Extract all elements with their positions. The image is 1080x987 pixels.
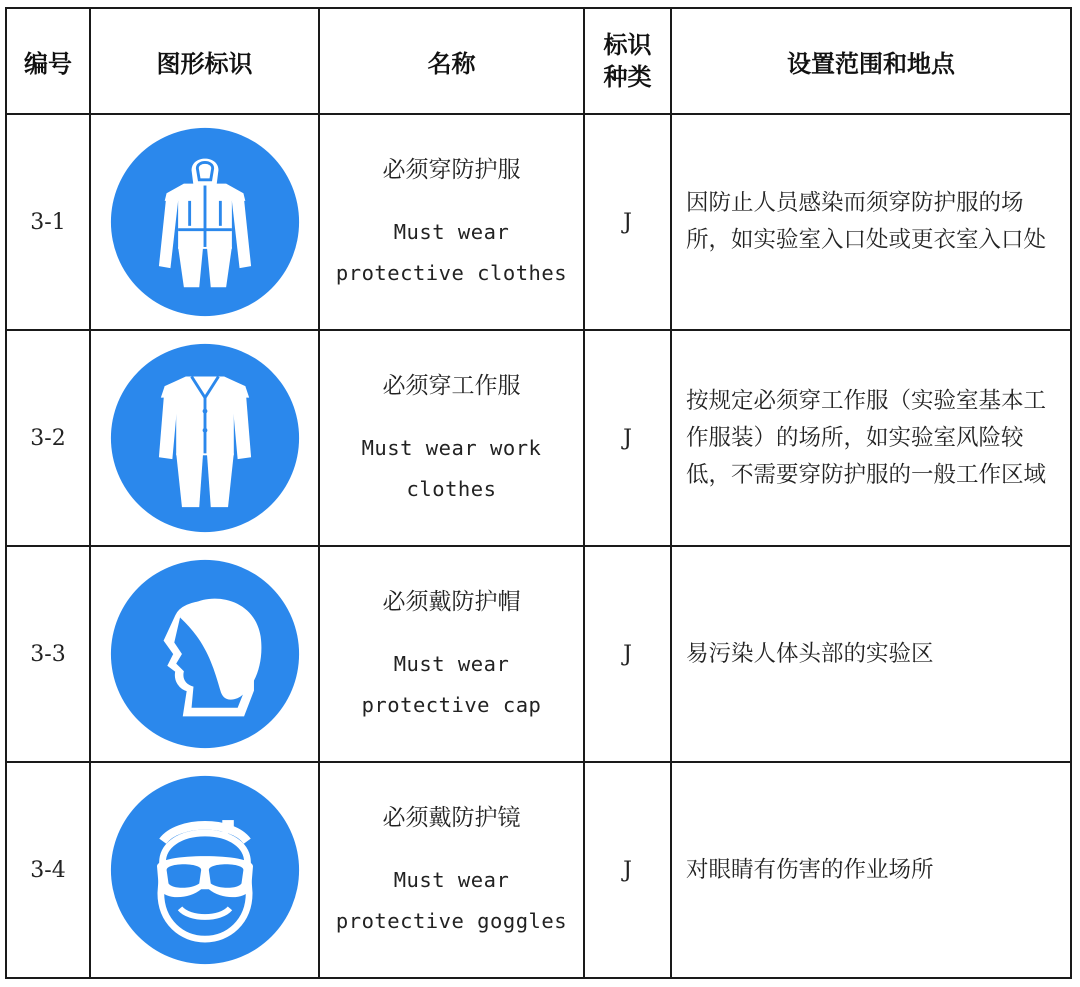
header-scope: 设置范围和地点 [671, 8, 1071, 114]
icon-cell [90, 330, 319, 546]
sign-scope: 按规定必须穿工作服（实验室基本工作服装）的场所，如实验室风险较低，不需要穿防护服的一般工作区域 [671, 330, 1071, 546]
sign-type: J [584, 762, 671, 978]
header-name: 名称 [319, 8, 584, 114]
header-type [584, 8, 671, 114]
header-type-line2: 种类 [603, 63, 652, 91]
sign-type: J [584, 114, 671, 330]
sign-name-en-line2: protective cap [361, 692, 542, 717]
sign-name-en-line1: Must wear [393, 219, 510, 244]
header-row [6, 8, 1071, 114]
icon-cell [90, 546, 319, 762]
table-row [6, 762, 1071, 978]
safety-sign-table [5, 7, 1072, 979]
row-number: 3-2 [6, 330, 90, 546]
row-number: 3-4 [6, 762, 90, 978]
sign-name-en-line1: Must wear [393, 867, 510, 892]
protective-goggles-icon [109, 774, 301, 966]
protective-cap-icon [109, 558, 301, 750]
table-row [6, 114, 1071, 330]
icon-cell [90, 114, 319, 330]
table-row [6, 330, 1071, 546]
header-icon: 图形标识 [90, 8, 319, 114]
protective-clothes-icon [109, 126, 301, 318]
sign-name-en-line1: Must wear [393, 651, 510, 676]
sign-name-en-line2: clothes [406, 476, 497, 501]
name-cell [319, 546, 584, 762]
sign-name-zh: 必须穿工作服 [382, 372, 521, 399]
work-clothes-icon [109, 342, 301, 534]
row-number: 3-3 [6, 546, 90, 762]
sign-name-en-line2: protective clothes [335, 260, 568, 285]
name-cell [319, 762, 584, 978]
row-number: 3-1 [6, 114, 90, 330]
sign-name-zh: 必须戴防护帽 [382, 588, 521, 615]
sign-scope: 对眼睛有伤害的作业场所 [671, 762, 1071, 978]
sign-scope: 因防止人员感染而须穿防护服的场所，如实验室入口处或更衣室入口处 [671, 114, 1071, 330]
icon-cell [90, 762, 319, 978]
name-cell [319, 114, 584, 330]
sign-name-en-line1: Must wear work [361, 435, 542, 460]
name-cell [319, 330, 584, 546]
header-number: 编号 [6, 8, 90, 114]
sign-name-en-line2: protective goggles [335, 908, 568, 933]
sign-type: J [584, 330, 671, 546]
header-type-line1: 标识 [603, 31, 652, 59]
sign-scope: 易污染人体头部的实验区 [671, 546, 1071, 762]
sign-type: J [584, 546, 671, 762]
sign-name-zh: 必须穿防护服 [382, 156, 521, 183]
sign-name-zh: 必须戴防护镜 [382, 804, 521, 831]
table-row [6, 546, 1071, 762]
